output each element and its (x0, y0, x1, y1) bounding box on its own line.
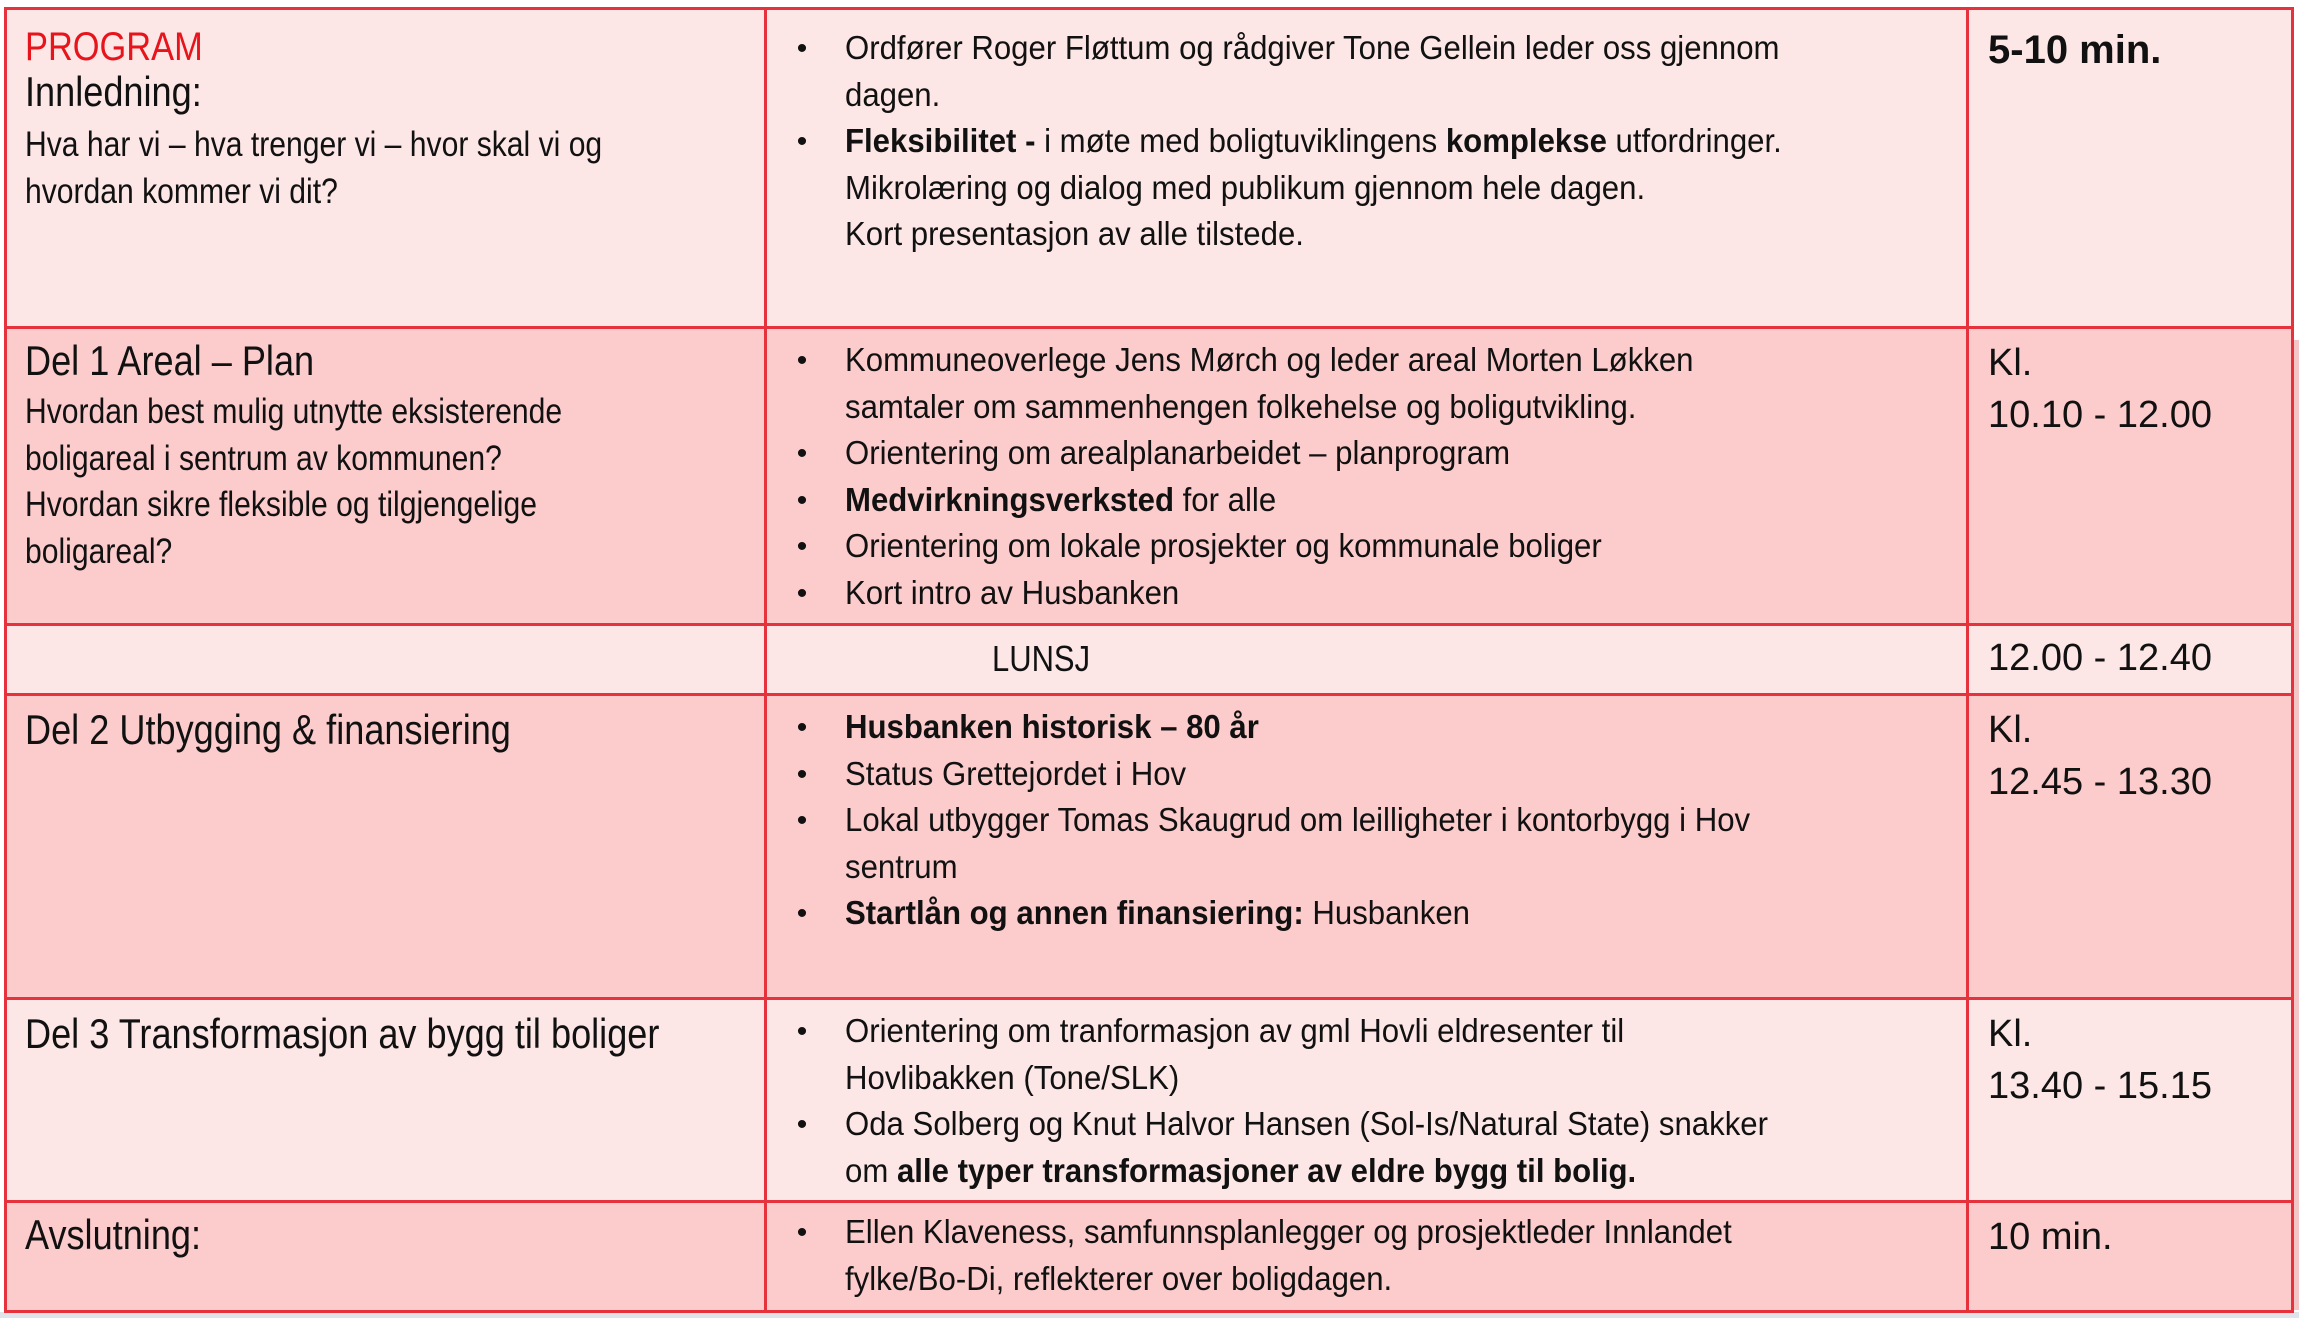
time-value: 13.40 - 15.15 (1988, 1065, 2212, 1107)
agenda-item-text (845, 119, 1782, 166)
time-cell (1969, 1000, 2291, 1200)
agenda-item-text (845, 798, 1750, 845)
agenda-item-line (845, 1102, 1837, 1149)
description-line-text: boligareal? (25, 531, 173, 571)
agenda-item-line (845, 1257, 1799, 1304)
time-value: 12.45 - 13.30 (1988, 761, 2212, 803)
program-row-avslutning (4, 1200, 2294, 1313)
session-title (25, 706, 590, 754)
bullet-icon: • (796, 757, 808, 791)
bullet-icon: • (796, 483, 808, 517)
plain-text: Ordfører Roger Fløttum og rådgiver Tone Gellein leder oss gjennom (845, 30, 1780, 67)
agenda-item-line (845, 798, 1818, 845)
agenda-list (787, 338, 1757, 617)
agenda-item-text (845, 1102, 1768, 1149)
time-value: 10 min. (1988, 1216, 2113, 1258)
program-row-innledning (4, 7, 2294, 329)
emphasis-text: komplekse (1445, 123, 1607, 160)
agenda-item-line (845, 73, 1852, 120)
agenda-item (787, 571, 1757, 618)
agenda-item-text (845, 524, 1602, 571)
agenda-item (787, 891, 1818, 938)
time-label: Kl. (1988, 1013, 2033, 1055)
time-label: Kl. (1988, 709, 2033, 751)
bullet-icon: • (796, 437, 808, 470)
agenda-item-line (845, 385, 1757, 432)
content-cell (767, 1203, 1969, 1310)
agenda-item (787, 524, 1757, 571)
agenda-item-text (845, 1149, 1636, 1196)
agenda-item (787, 798, 1818, 891)
session-description (25, 122, 696, 215)
program-row-del-2 (4, 693, 2294, 1000)
background-strip (2294, 340, 2299, 1310)
bullet-icon: • (796, 344, 808, 377)
time-cell (1969, 626, 2291, 693)
description-line (25, 122, 696, 169)
session-title-text: Del 2 Utbygging & finansiering (25, 706, 511, 753)
agenda-item-text (845, 1056, 1179, 1103)
time-cell (1969, 1203, 2291, 1310)
agenda-item-text (845, 571, 1179, 618)
agenda-item (787, 705, 1818, 752)
time-block (1988, 704, 2212, 808)
bullet-icon: • (796, 804, 808, 837)
program-row-del-3 (4, 997, 2294, 1203)
agenda-list (787, 26, 1852, 259)
agenda-item (787, 478, 1757, 525)
plain-text: Lokal utbygger Tomas Skaugrud om leilligheter i kontorbygg i Hov (845, 802, 1751, 839)
description-line-text: Hvordan best mulig utnytte eksisterende (25, 392, 563, 431)
content-cell (767, 696, 1969, 997)
agenda-item-line (845, 752, 1818, 799)
emphasis-text: Startlån og annen finansiering: (845, 895, 1304, 932)
description-line-text: Hva har vi – hva trenger vi – hvor skal vi og (25, 125, 603, 164)
plain-text: Orientering om lokale prosjekter og kommunale boliger (845, 528, 1602, 565)
plain-text: Oda Solberg og Knut Halvor Hansen (Sol-Is/Natural State) snakker (845, 1106, 1768, 1143)
emphasis-text: alle typer transformasjoner av eldre bygg til bolig. (896, 1152, 1637, 1190)
time-value: 12.00 - 12.40 (1988, 637, 2212, 679)
agenda-item-text (845, 212, 1304, 259)
time-block (1988, 337, 2212, 441)
time-cell (1969, 10, 2291, 326)
session-title-text: Innledning: (25, 68, 202, 115)
time-cell (1969, 329, 2291, 623)
agenda-item-line (845, 1056, 1837, 1103)
content-cell (767, 10, 1969, 326)
lunch-label (992, 636, 1106, 682)
agenda-item-text (845, 752, 1186, 799)
bullet-icon: • (796, 897, 808, 930)
agenda-item-line (845, 1210, 1799, 1257)
agenda-item-line (845, 891, 1818, 938)
plain-text: sentrum (845, 848, 958, 886)
agenda-item-text (845, 705, 1259, 752)
agenda-item-text (845, 73, 940, 120)
description-line-text: hvordan kommer vi dit? (25, 171, 338, 211)
agenda-list (787, 705, 1818, 938)
session-title (25, 68, 231, 116)
agenda-item-text (845, 845, 958, 892)
agenda-item-line (845, 1009, 1837, 1056)
agenda-item (787, 1210, 1799, 1303)
agenda-list (787, 1210, 1799, 1303)
plain-text: Status Grettejordet i Hov (845, 755, 1187, 793)
agenda-item-text (845, 431, 1510, 478)
agenda-item-line (845, 166, 1852, 213)
session-title-text: Del 3 Transformasjon av bygg til boliger (25, 1010, 660, 1057)
bullet-icon: • (796, 711, 808, 744)
bullet-icon: • (796, 576, 808, 610)
plain-text: i møte med boligtuviklingens (1044, 123, 1446, 160)
time-block (1988, 1008, 2212, 1112)
plain-text: Orientering om tranformasjon av gml Hovli eldresenter til (845, 1013, 1625, 1050)
emphasis-text: - (1016, 123, 1045, 160)
session-title-text: Del 1 Areal – Plan (25, 337, 315, 384)
plain-text: utfordringer. (1606, 123, 1782, 160)
time-cell (1969, 696, 2291, 997)
plain-text: om (845, 1152, 897, 1190)
plain-text: dagen. (845, 76, 941, 114)
description-line-text: boligareal i sentrum av kommunen? (25, 438, 502, 478)
plain-text: Orientering om arealplanarbeidet – planprogram (845, 435, 1511, 472)
session-title (25, 1010, 763, 1058)
agenda-item (787, 752, 1818, 799)
lunch-label-text: LUNSJ (992, 638, 1091, 679)
program-label (25, 24, 232, 70)
agenda-item (787, 119, 1852, 259)
time-label: Kl. (1988, 342, 2033, 384)
plain-text: Hovlibakken (Tone/SLK) (845, 1059, 1180, 1097)
bullet-icon: • (796, 1216, 808, 1249)
agenda-item (787, 338, 1757, 431)
bullet-icon: • (796, 1108, 808, 1141)
plain-text: for alle (1173, 481, 1277, 519)
agenda-item-line (845, 845, 1818, 892)
session-cell (7, 1000, 767, 1200)
agenda-item-line (845, 705, 1818, 752)
plain-text: samtaler om sammenhengen folkehelse og boligutvikling. (845, 388, 1637, 426)
emphasis-text: Medvirkningsverksted (845, 481, 1174, 519)
bullet-icon: • (796, 32, 808, 65)
session-cell (7, 10, 767, 326)
session-title (25, 1211, 230, 1259)
session-cell (7, 696, 767, 997)
agenda-item-text (845, 1210, 1732, 1257)
description-line (25, 482, 650, 529)
agenda-item-line (845, 338, 1757, 385)
plain-text: Ellen Klaveness, samfunnsplanlegger og prosjektleder Innlandet (845, 1214, 1732, 1251)
session-cell (7, 1203, 767, 1310)
session-cell (7, 626, 767, 693)
description-line (25, 169, 696, 216)
description-line (25, 389, 650, 436)
bullet-icon: • (796, 1015, 808, 1048)
agenda-item-line (845, 26, 1852, 73)
time-value: 10.10 - 12.00 (1988, 394, 2212, 436)
content-cell (767, 626, 1969, 693)
agenda-item-line (845, 212, 1852, 259)
description-line (25, 529, 650, 576)
plain-text: Kommuneoverlege Jens Mørch og leder areal Morten Løkken (845, 342, 1694, 379)
program-row-lunsj (4, 623, 2294, 696)
plain-text: Husbanken (1303, 895, 1471, 932)
emphasis-text: Fleksibilitet (845, 123, 1017, 160)
session-description (25, 389, 650, 575)
program-label-text: PROGRAM (25, 25, 203, 69)
agenda-item-line (845, 1149, 1837, 1196)
agenda-item-line (845, 119, 1852, 166)
agenda-item (787, 1102, 1837, 1195)
plain-text: Kort presentasjon av alle tilstede. (845, 216, 1304, 253)
agenda-item-text (845, 478, 1276, 525)
time-value: 5-10 min. (1988, 28, 2162, 72)
agenda-item-text (845, 1257, 1392, 1304)
agenda-item-text (845, 1009, 1624, 1056)
content-cell (767, 1000, 1969, 1200)
description-line (25, 436, 650, 483)
agenda-item-line (845, 571, 1757, 618)
agenda-item-line (845, 431, 1757, 478)
agenda-item-text (845, 385, 1636, 432)
emphasis-text: Husbanken historisk – 80 år (845, 709, 1259, 746)
session-title-text: Avslutning: (25, 1211, 202, 1258)
session-cell (7, 329, 767, 623)
agenda-item-text (845, 26, 1779, 73)
agenda-item-line (845, 478, 1757, 525)
description-line-text: Hvordan sikre fleksible og tilgjengelige (25, 485, 537, 524)
agenda-list (787, 1009, 1837, 1195)
plain-text: Mikrolæring og dialog med publikum gjennom hele dagen. (845, 169, 1646, 207)
session-title (25, 337, 361, 385)
bullet-icon: • (796, 530, 808, 563)
content-cell (767, 329, 1969, 623)
agenda-item (787, 26, 1852, 119)
bullet-icon: • (796, 125, 808, 158)
program-row-del-1 (4, 326, 2294, 626)
agenda-item-text (845, 338, 1694, 385)
agenda-item-text (845, 166, 1645, 213)
plain-text: Kort intro av Husbanken (845, 574, 1180, 612)
agenda-item-line (845, 524, 1757, 571)
plain-text: fylke/Bo-Di, reflekterer over boligdagen. (845, 1260, 1393, 1298)
agenda-item (787, 1009, 1837, 1102)
agenda-item-text (845, 891, 1470, 938)
agenda-item (787, 431, 1757, 478)
